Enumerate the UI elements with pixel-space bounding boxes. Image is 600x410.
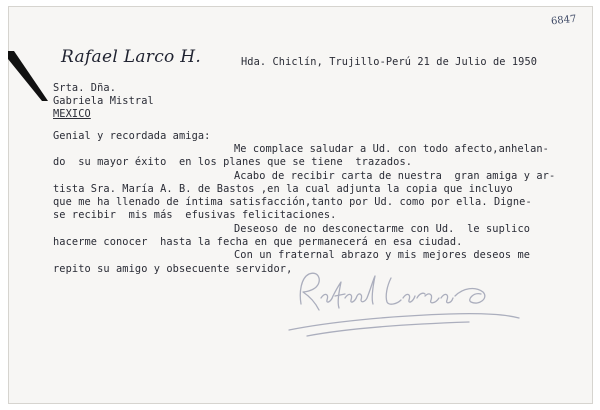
letterhead-name: Rafael Larco H. [61, 47, 202, 67]
handwritten-signature [279, 252, 539, 347]
body-line: Deseoso de no desconectarme con Ud. le suplico [234, 223, 531, 235]
body-line: Con un fraternal abrazo y mis mejores deseos me [234, 249, 531, 261]
recipient-name: Gabriela Mistral [53, 95, 154, 107]
body-line: que me ha llenado de íntima satisfacción,tanto por Ud. como por ella. Digne- [53, 196, 532, 208]
dateline: Hda. Chiclín, Trujillo-Perú 21 de Julio de 1950 [241, 56, 538, 68]
archive-number-stamp: 6847 [550, 13, 577, 28]
body-line: hacerme conocer hasta la fecha en que permanecerá en esa ciudad. [53, 236, 463, 248]
body-line: do su mayor éxito en los planes que se tiene trazados. [53, 156, 413, 168]
letter-sheet [8, 6, 593, 404]
body-line: repito su amigo y obsecuente servidor, [53, 263, 293, 275]
mourning-band-corner [8, 51, 48, 111]
body-line: se recibir mis más efusivas felicitaciones. [53, 209, 337, 221]
body-line: tista Sra. María A. B. de Bastos ,en la cual adjunta la copia que incluyo [53, 183, 513, 195]
body-line: Me complace saludar a Ud. con todo afecto,anhelan- [234, 143, 549, 155]
recipient-city: MEXICO [53, 108, 91, 120]
salutation: Genial y recordada amiga: [53, 130, 211, 142]
recipient-title: Srta. Dña. [53, 82, 116, 94]
body-line: Acabo de recibir carta de nuestra gran amiga y ar- [234, 170, 556, 182]
